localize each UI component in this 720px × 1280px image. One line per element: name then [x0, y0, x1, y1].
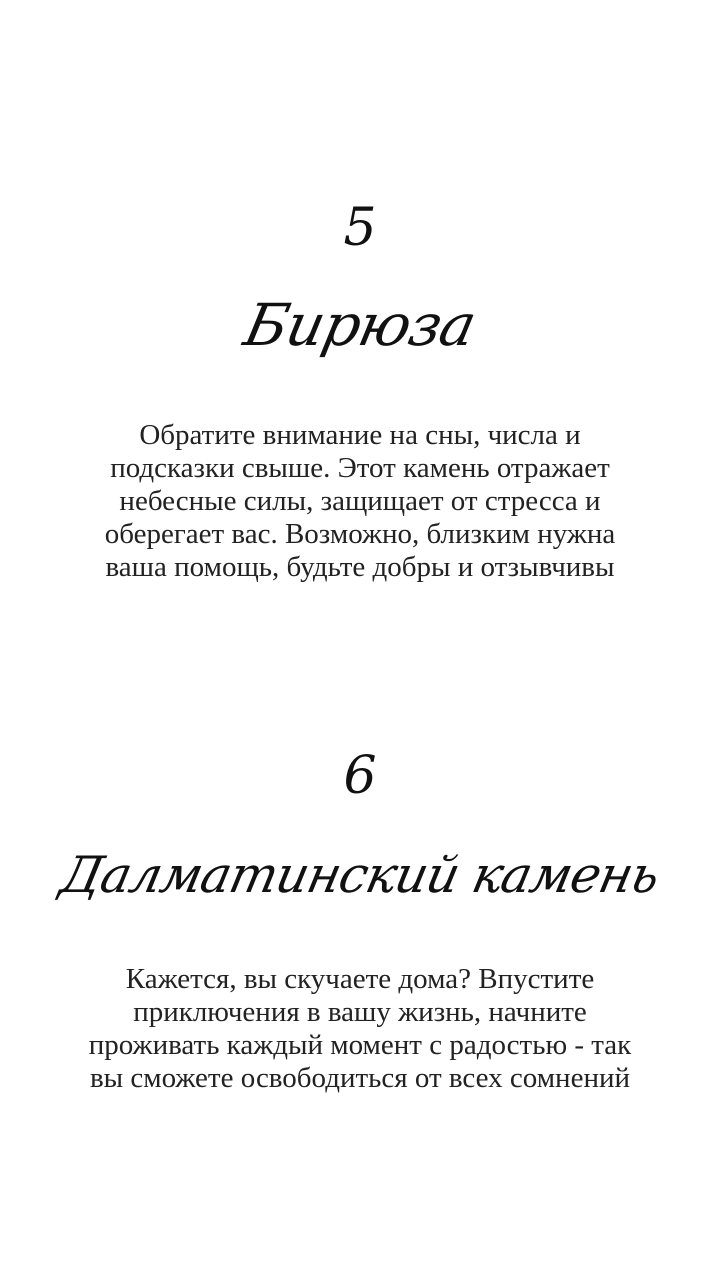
section-description: Кажется, вы скучаете дома? Впустите приключения в вашу жизнь, начните проживать каждый момент с радостью - так вы сможете освободиться от всех сомнений — [88, 963, 632, 1094]
section-number: 6 — [343, 746, 377, 806]
section-title: Далматинский камень — [55, 846, 665, 904]
section-title: Бирюза — [238, 291, 482, 359]
section-number: 5 — [343, 198, 377, 258]
section-description: Обратите внимание на сны, числа и подсказки свыше. Этот камень отражает небесные силы, защищает от стресса и оберегает вас. Возможно, близким нужна ваша помощь, будьте добры и отзывчивы — [104, 419, 616, 583]
